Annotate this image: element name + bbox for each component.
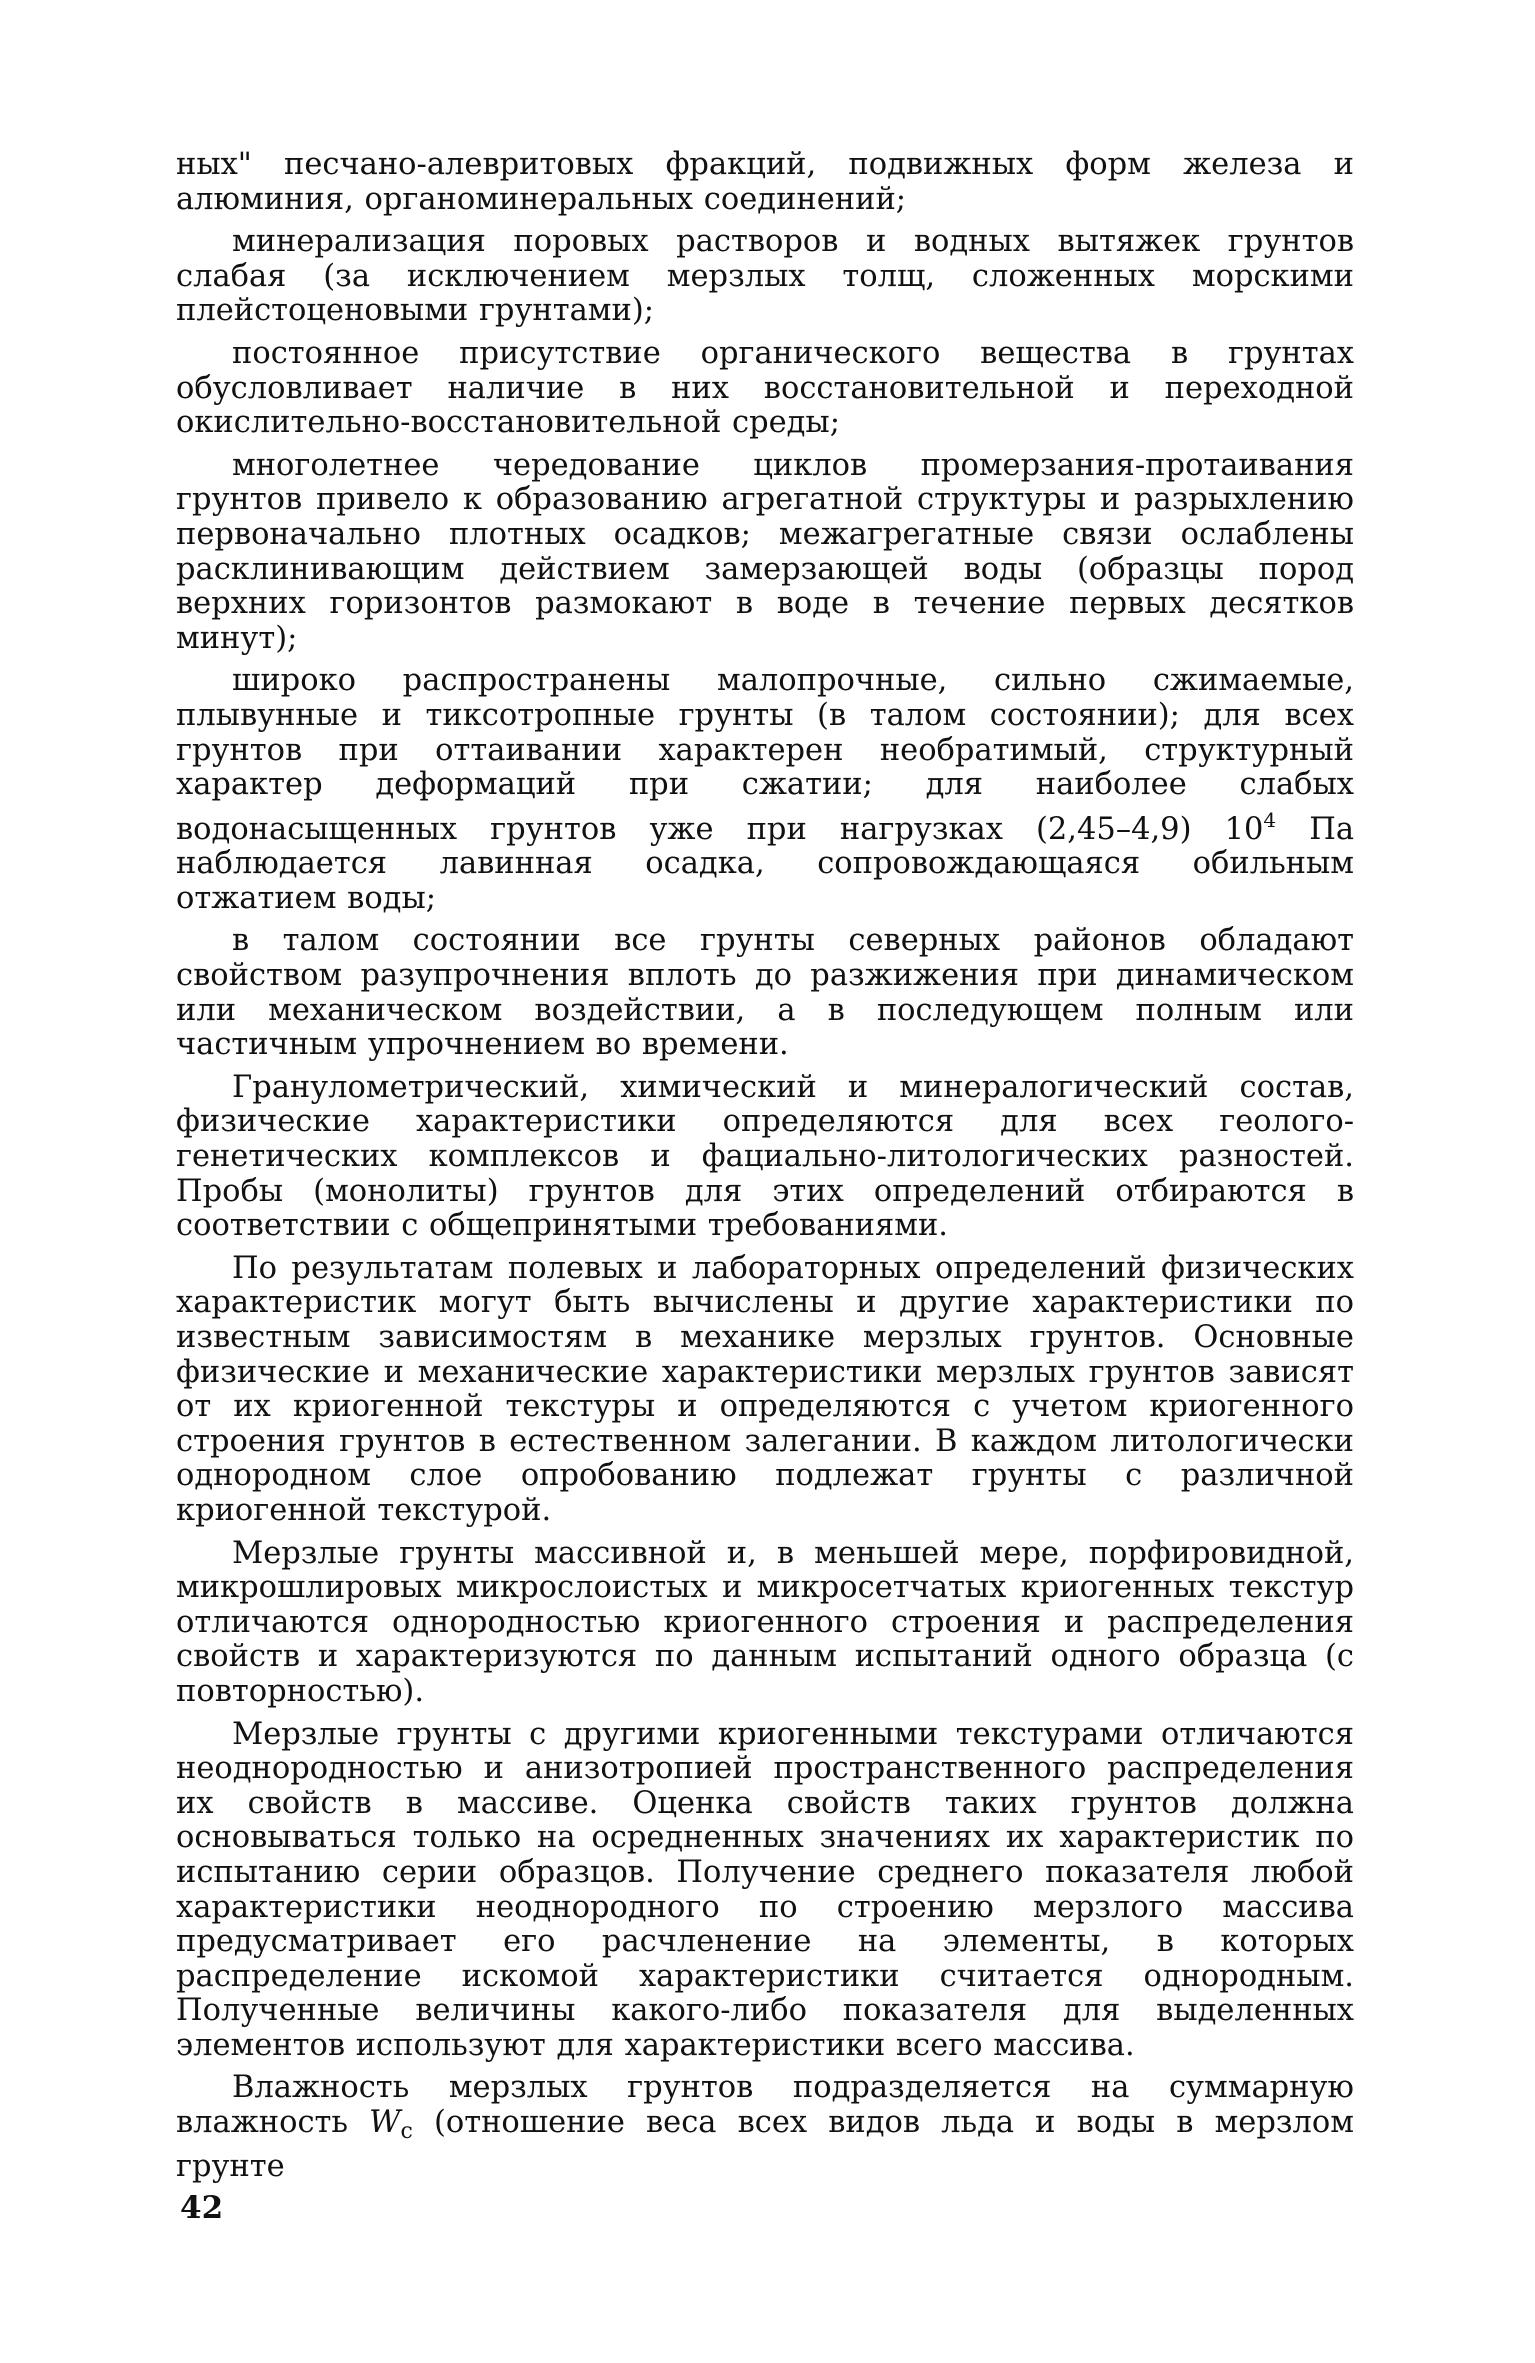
paragraph-2: минерализация поровых растворов и водных вытяжек грунтов слабая (за исключением мерзлых толщ, сложенных морскими плейстоценовыми грунтами);	[176, 224, 1354, 329]
paragraph-5	[176, 664, 1354, 916]
paragraph-11	[176, 2071, 1354, 2184]
paragraph-8: По результатам полевых и лабораторных определений физических характеристик могут быть вычислены и другие характеристики по известным зависимостям в механике мерзлых грунтов. Основные физические и механические характеристики мерзлых грунтов зависят от их криогенной текстуры и определяются с учетом криогенного строения грунтов в естественном залегании. В каждом литологически однородном слое опробованию подлежат грунты с различной криогенной текстурой.	[176, 1250, 1354, 1528]
paragraph-11-tail: (отношение веса всех видов льда и воды в мерзлом грунте	[176, 2105, 1354, 2184]
paragraph-4: многолетнее чередование циклов промерзания-протаивания грунтов привело к образованию агрегатной структуры и разрыхлению первоначально плотных осадков; межагрегатные связи ослаблены расклинивающим действием замерзающей воды (образцы пород верхних горизонтов размокают в воде в течение первых десятков минут);	[176, 447, 1354, 656]
page-body	[176, 148, 1354, 2192]
paragraph-9: Мерзлые грунты массивной и, в меньшей мере, порфировидной, микрошлировых микрослоистых и микросетчатых криогенных текстур отличаются однородностью криогенного строения и распределения свойств и характеризуются по данным испытаний одного образца (с повторностью).	[176, 1535, 1354, 1709]
paragraph-5-text: широко распространены малопрочные, сильно сжимаемые, плывунные и тиксотропные грунты (в талом состоянии); для всех грунтов при оттаивании характерен необратимый, структурный характер деформаций при сжатии; для наиболее слабых водонасыщенных грунтов уже при нагрузках (2,45–4,9)	[176, 663, 1354, 847]
paragraph-1: ных" песчано-алевритовых фракций, подвижных форм железа и алюминия, органоминеральных соединений;	[176, 147, 1354, 217]
paragraph-7: Гранулометрический, химический и минералогический состав, физические характеристики определяются для всех геолого-генетических комплексов и фациально-литологических разностей. Пробы (монолиты) грунтов для этих определений отбираются в соответствии с общепринятыми требованиями.	[176, 1069, 1354, 1244]
paragraph-3: постоянное присутствие органического вещества в грунтах обусловливает наличие в них восстановительной и переходной окислительно-восстановительной среды;	[176, 335, 1354, 441]
moisture-subscript: c	[400, 2119, 413, 2145]
paragraph-11-text: Влажность мерзлых грунтов подразделяется на суммарную влажность	[176, 2070, 1354, 2141]
load-exponent: 4	[1263, 807, 1277, 832]
paragraph-6: в талом состоянии все грунты северных районов обладают свойством разупрочнения вплоть до разжижения при динамическом или механическом воздействии, а в последующем полным или частичным упрочнением во времени.	[176, 923, 1354, 1063]
paragraph-10: Мерзлые грунты с другими криогенными текстурами отличаются неоднородностью и анизотропией пространственного распределения их свойств в массиве. Оценка свойств таких грунтов должна основываться только на осредненных значениях их характеристик по испытанию серии образцов. Получение среднего показателя любой характеристики неоднородного по строению мерзлого массива предусматривает его расчленение на элементы, в которых распределение искомой характеристики считается однородным. Полученные величины какого-либо показателя для выделенных элементов используют для характеристики всего массива.	[176, 1716, 1354, 2063]
page-number: 42	[180, 2190, 224, 2226]
paragraph-5-tail: Па наблюдается лавинная осадка, сопровождающаяся обильным отжатием воды;	[176, 811, 1354, 916]
load-base: 10	[1224, 811, 1264, 847]
moisture-symbol: W	[369, 2105, 401, 2141]
